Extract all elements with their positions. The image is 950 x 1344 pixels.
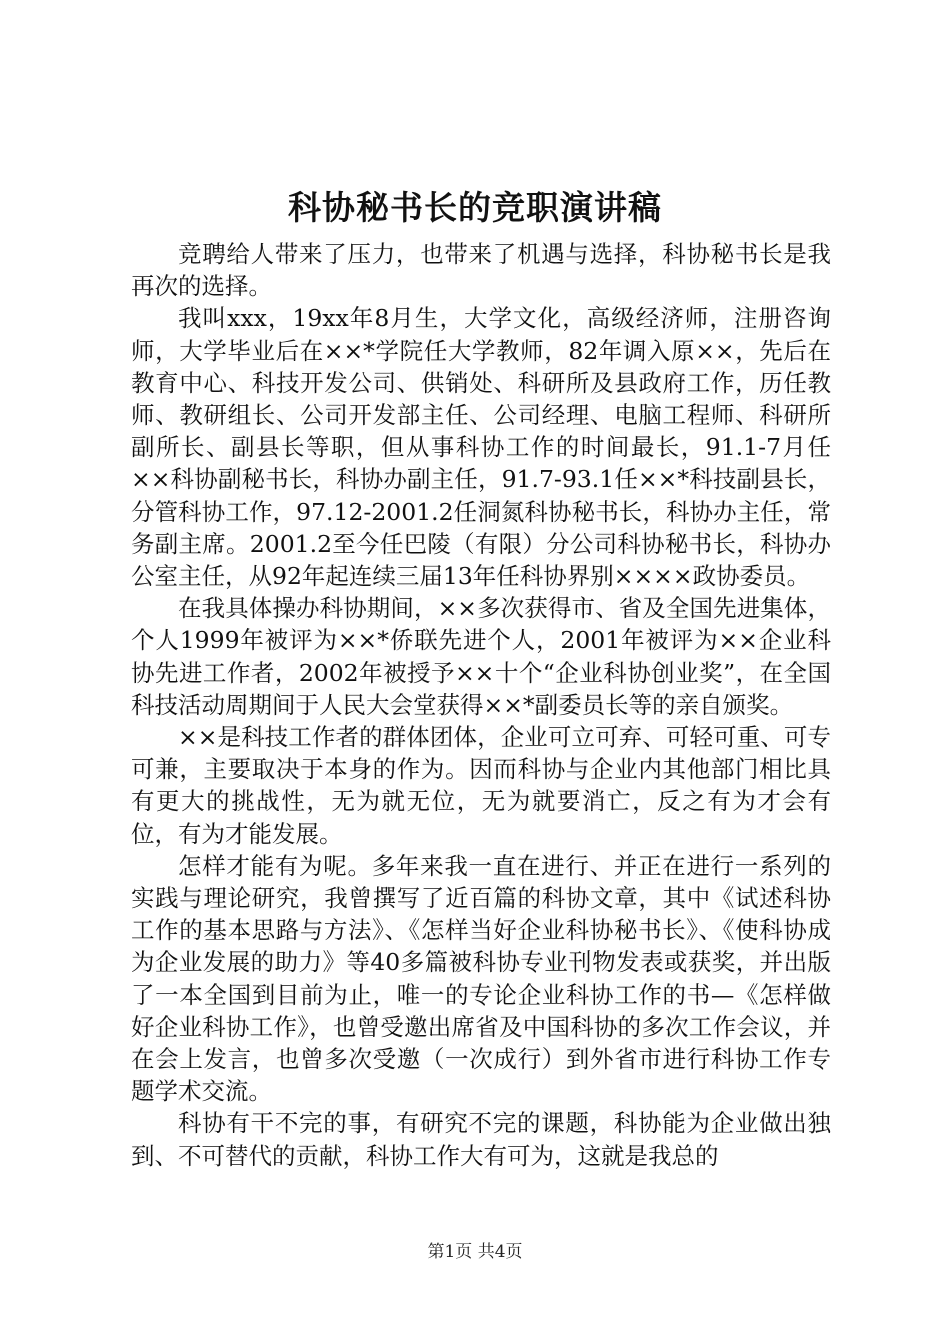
paragraph-4: ××是科技工作者的群体团体，企业可立可弃、可轻可重、可专可兼，主要取决于本身的作为。因而科协与企业内其他部门相比具有更大的挑战性，无为就无位，无为就要消亡，反之有为才会有位，有为才能发展。 bbox=[131, 723, 831, 848]
paragraph-1: 竞聘给人带来了压力，也带来了机遇与选择，科协秘书长是我再次的选择。 bbox=[131, 240, 831, 301]
paragraph-5: 怎样才能有为呢。多年来我一直在进行、并正在进行一系列的实践与理论研究，我曾撰写了近百篇的科协文章，其中《试述科协工作的基本思路与方法》、《怎样当好企业科协秘书长》、《使科协成为企业发展的助力》等40多篇被科协专业刊物发表或获奖，并出版了一本全国到目前为止，唯一的专论企业科协工作的书—《怎样做好企业科协工作》，也曾受邀出席省及中国科协的多次工作会议，并在会上发言，也曾多次受邀（一次成行）到外省市进行科协工作专题学术交流。 bbox=[131, 851, 831, 1106]
page-number-footer: 第1页 共4页 bbox=[427, 1242, 523, 1262]
document-body bbox=[131, 238, 831, 1172]
paragraph-3: 在我具体操办科协期间，××多次获得市、省及全国先进集体，个人1999年被评为××*侨联先进个人，2001年被评为××企业科协先进工作者，2002年被授予××十个“企业科协创业奖”，在全国科技活动周期间于人民大会堂获得××*副委员长等的亲自颁奖。 bbox=[131, 594, 831, 719]
document-title: 科协秘书长的竞职演讲稿 bbox=[288, 188, 662, 227]
paragraph-2: 我叫xxx，19xx年8月生，大学文化，高级经济师，注册咨询师，大学毕业后在××*学院任大学教师，82年调入原××，先后在教育中心、科技开发公司、供销处、科研所及县政府工作，历任教师、教研组长、公司开发部主任、公司经理、电脑工程师、科研所副所长、副县长等职，但从事科协工作的时间最长，91.1-7月任××科协副秘书长，科协办副主任，91.7-93.1任××*科技副县长，分管科协工作，97.12-2001.2任洞氮科协秘书长，科协办主任，常务副主席。2001.2至今任巴陵（有限）分公司科协秘书长，科协办公室主任，从92年起连续三届13年任科协界别××××政协委员。 bbox=[131, 304, 831, 591]
paragraph-6: 科协有干不完的事，有研究不完的课题，科协能为企业做出独到、不可替代的贡献，科协工作大有可为，这就是我总的 bbox=[131, 1109, 831, 1170]
